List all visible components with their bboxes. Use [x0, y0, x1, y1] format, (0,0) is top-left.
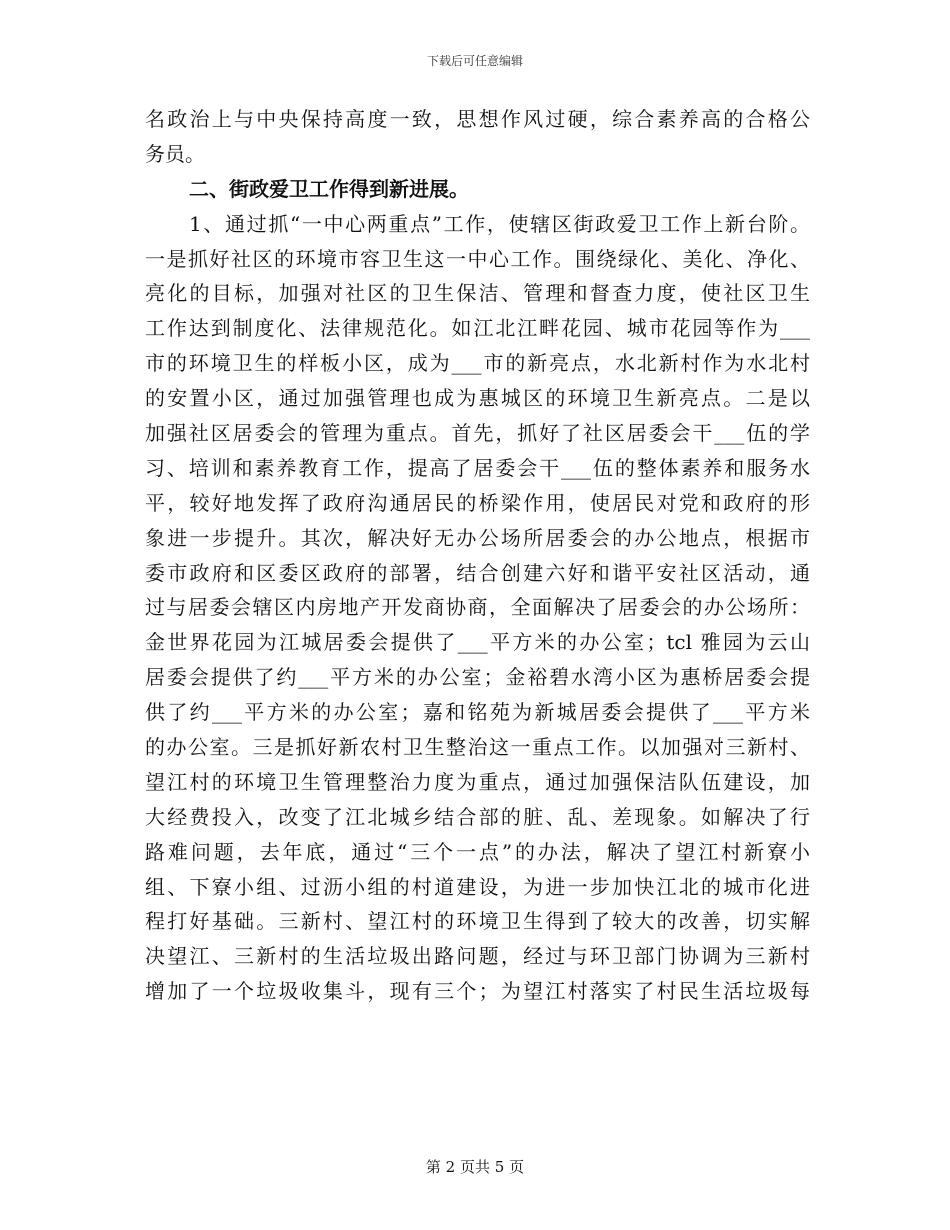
paragraph-line: 工作达到制度化、法律规范化。如江北江畔花园、城市花园等作为___ — [145, 316, 810, 341]
paragraph-line: 市的环境卫生的样板小区，成为___市的新亮点，水北新村作为水北村 — [145, 351, 810, 376]
paragraph-line: 的安置小区，通过加强管理也成为惠城区的环境卫生新亮点。二是以 — [145, 386, 810, 411]
paragraph-line: 的办公室。三是抓好新农村卫生整治这一重点工作。以加强对三新村、 — [145, 735, 810, 760]
paragraph-line: 望江村的环境卫生管理整治力度为重点，通过加强保洁队伍建设，加 — [145, 769, 810, 794]
paragraph-line: 名政治上与中央保持高度一致，思想作风过硬，综合素养高的合格公 — [145, 107, 810, 131]
page-number: 第 2 页共 5 页 — [425, 1158, 525, 1176]
paragraph-line: 习、培训和素养教育工作，提高了居委会干___伍的整体素养和服务水 — [145, 455, 810, 480]
page-header-note: 下载后可任意编辑 — [426, 54, 523, 68]
paragraph-line: 路难问题，去年底，通过“三个一点”的办法，解决了望江村新寮小 — [145, 839, 810, 864]
paragraph-line: 程打好基础。三新村、望江村的环境卫生得到了较大的改善，切实解 — [145, 909, 810, 934]
paragraph-line: 过与居委会辖区内房地产开发商协商，全面解决了居委会的办公场所： — [145, 595, 810, 620]
paragraph-line: 平，较好地发挥了政府沟通居民的桥梁作用，使居民对党和政府的形 — [145, 490, 810, 515]
document-body — [145, 102, 810, 1009]
paragraph-line: 居委会提供了约___平方米的办公室；金裕碧水湾小区为惠桥居委会提 — [145, 665, 810, 690]
paragraph-line: 一是抓好社区的环境市容卫生这一中心工作。围绕绿化、美化、净化、 — [145, 246, 810, 271]
paragraph-line: 大经费投入，改变了江北城乡结合部的脏、乱、差现象。如解决了行 — [145, 804, 810, 829]
paragraph-line: 1、通过抓“一中心两重点”工作，使辖区街政爱卫工作上新台阶。 — [189, 211, 810, 236]
section-heading: 二、街政爱卫工作得到新进展。 — [189, 176, 469, 201]
paragraph-line: 金世界花园为江城居委会提供了___平方米的办公室；tcl 雅园为云山 — [145, 630, 810, 655]
paragraph-line: 决望江、三新村的生活垃圾出路问题，经过与环卫部门协调为三新村 — [145, 944, 810, 969]
paragraph-line: 务员。 — [145, 141, 205, 166]
paragraph-line: 象进一步提升。其次，解决好无办公场所居委会的办公地点，根据市 — [145, 525, 810, 550]
paragraph-line: 亮化的目标，加强对社区的卫生保洁、管理和督查力度，使社区卫生 — [145, 281, 810, 306]
paragraph-line: 供了约___平方米的办公室；嘉和铭苑为新城居委会提供了___平方米 — [145, 700, 810, 725]
paragraph-line: 组、下寮小组、过沥小组的村道建设，为进一步加快江北的城市化进 — [145, 874, 810, 899]
paragraph-line: 委市政府和区委区政府的部署，结合创建六好和谐平安社区活动，通 — [145, 560, 810, 585]
paragraph-line: 加强社区居委会的管理为重点。首先，抓好了社区居委会干___伍的学 — [145, 421, 810, 446]
paragraph-line: 增加了一个垃圾收集斗，现有三个；为望江村落实了村民生活垃圾每 — [145, 979, 810, 1004]
